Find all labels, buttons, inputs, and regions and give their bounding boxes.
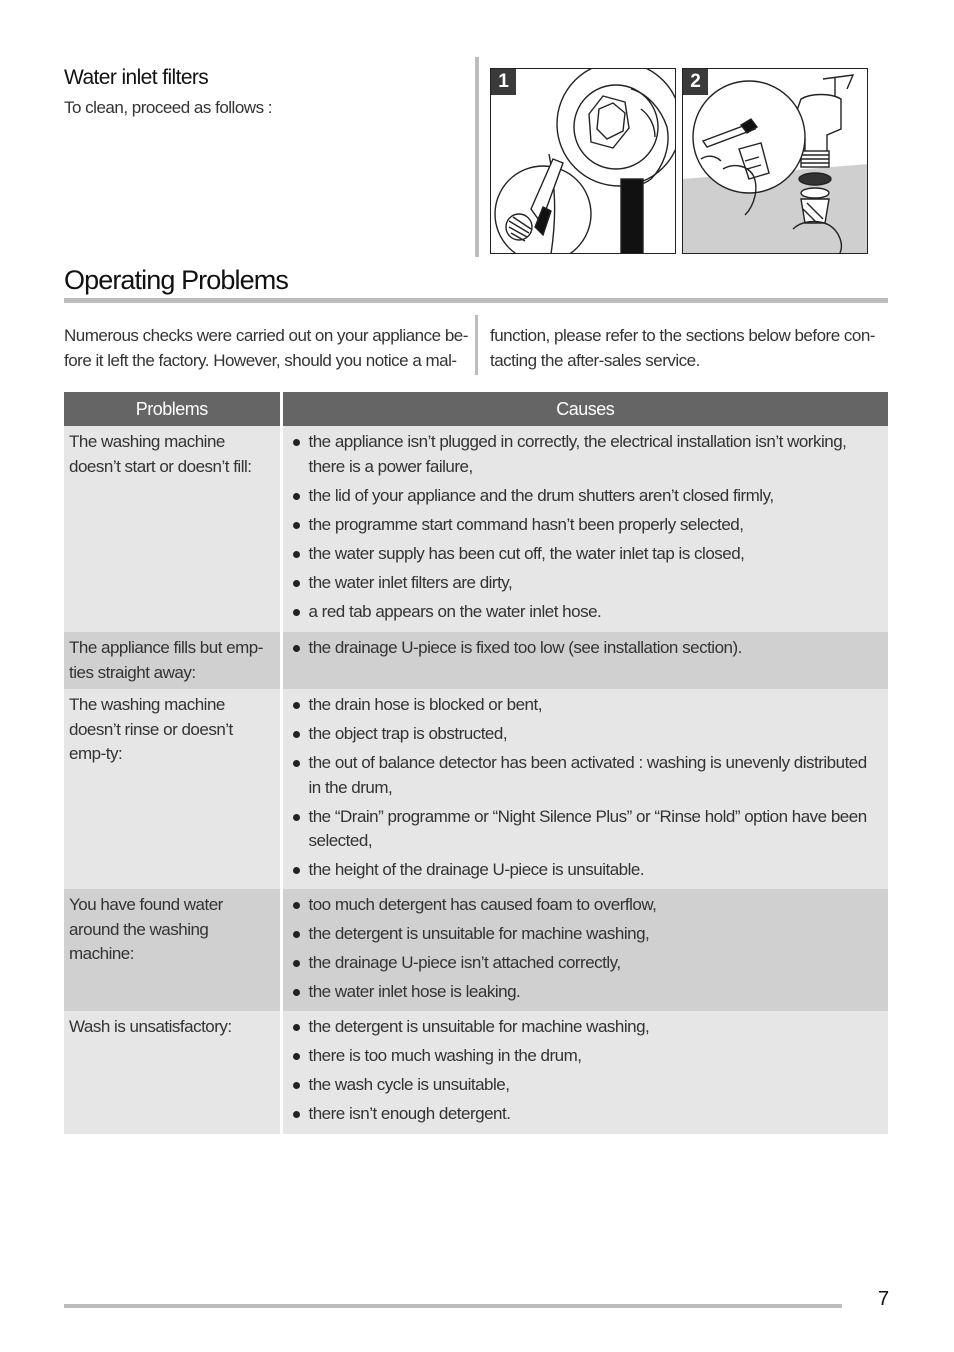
cause-item: the drainage U-piece is fixed too low (see installation section). — [287, 636, 881, 661]
causes-cell — [281, 889, 888, 1011]
cause-item: there is too much washing in the drum, — [287, 1044, 881, 1069]
intro-line: Numerous checks were carried out on your appliance be- — [64, 326, 468, 345]
cause-item: the appliance isn’t plugged in correctly, the electrical installation isn’t working, there is a power failure, — [287, 430, 881, 479]
causes-list — [283, 889, 889, 1011]
causes-list — [283, 1011, 889, 1133]
cause-item: the drainage U-piece isn’t attached correctly, — [287, 951, 881, 976]
causes-list — [283, 689, 889, 889]
causes-cell — [281, 632, 888, 689]
table-row — [64, 632, 888, 689]
cause-item: the wash cycle is unsuitable, — [287, 1073, 881, 1098]
cause-item: the detergent is unsuitable for machine washing, — [287, 922, 881, 947]
intro-column-divider — [475, 315, 478, 375]
figure-2 — [682, 68, 868, 254]
tap-filter-cleaning-illustration-icon — [683, 69, 868, 254]
table-row — [64, 689, 888, 889]
cause-item: the detergent is unsuitable for machine washing, — [287, 1015, 881, 1040]
cause-item: the out of balance detector has been activated : washing is unevenly distributed in the drum, — [287, 751, 881, 800]
figure-number: 2 — [683, 69, 708, 95]
cause-item: the programme start command hasn’t been properly selected, — [287, 513, 881, 538]
cause-item: the water supply has been cut off, the water inlet tap is closed, — [287, 542, 881, 567]
causes-cell — [281, 426, 888, 632]
intro-line: fore it left the factory. However, should you notice a mal- — [64, 351, 457, 370]
cause-item: a red tab appears on the water inlet hose. — [287, 600, 881, 625]
operating-problems-table — [64, 392, 888, 1134]
cause-item: the height of the drainage U-piece is unsuitable. — [287, 858, 881, 883]
cause-item: the lid of your appliance and the drum shutters aren’t closed firmly, — [287, 484, 881, 509]
causes-list — [283, 426, 889, 630]
intro-text-right — [490, 323, 875, 373]
cause-item: the drain hose is blocked or bent, — [287, 693, 881, 718]
page-number: 7 — [878, 1288, 890, 1310]
section-title: Operating Problems — [64, 265, 288, 295]
figure-divider — [475, 57, 479, 257]
column-header-causes: Causes — [281, 392, 888, 426]
subsection-title: Water inlet filters — [64, 66, 209, 89]
problem-cell: The washing machine doesn’t start or doesn’t fill: — [64, 426, 281, 632]
causes-list — [283, 632, 889, 667]
column-header-problems: Problems — [64, 392, 281, 426]
cause-item: the “Drain” programme or “Night Silence Plus” or “Rinse hold” option have been selected, — [287, 805, 881, 854]
intro-line: tacting the after-sales service. — [490, 351, 700, 370]
problem-cell: You have found water around the washing machine: — [64, 889, 281, 1011]
table-row — [64, 1011, 888, 1134]
section-title-rule — [64, 298, 888, 303]
intro-line: function, please refer to the sections below before con- — [490, 326, 875, 345]
cause-item: the water inlet hose is leaking. — [287, 980, 881, 1005]
table-header-row — [64, 392, 888, 426]
cause-item: the object trap is obstructed, — [287, 722, 881, 747]
footer-rule — [64, 1304, 842, 1308]
cause-item: too much detergent has caused foam to overflow, — [287, 893, 881, 918]
filter-removal-illustration-icon — [491, 69, 676, 254]
problem-cell: The washing machine doesn’t rinse or doesn’t emp-ty: — [64, 689, 281, 889]
subsection-intro: To clean, proceed as follows : — [64, 98, 273, 117]
figure-1 — [490, 68, 676, 254]
problem-cell: Wash is unsatisfactory: — [64, 1011, 281, 1134]
causes-cell — [281, 1011, 888, 1134]
table-row — [64, 426, 888, 632]
cause-item: there isn’t enough detergent. — [287, 1102, 881, 1127]
table-row — [64, 889, 888, 1011]
causes-cell — [281, 689, 888, 889]
figure-number: 1 — [491, 69, 516, 95]
cause-item: the water inlet filters are dirty, — [287, 571, 881, 596]
intro-text-left — [64, 323, 468, 373]
problem-cell: The appliance fills but emp-ties straight away: — [64, 632, 281, 689]
